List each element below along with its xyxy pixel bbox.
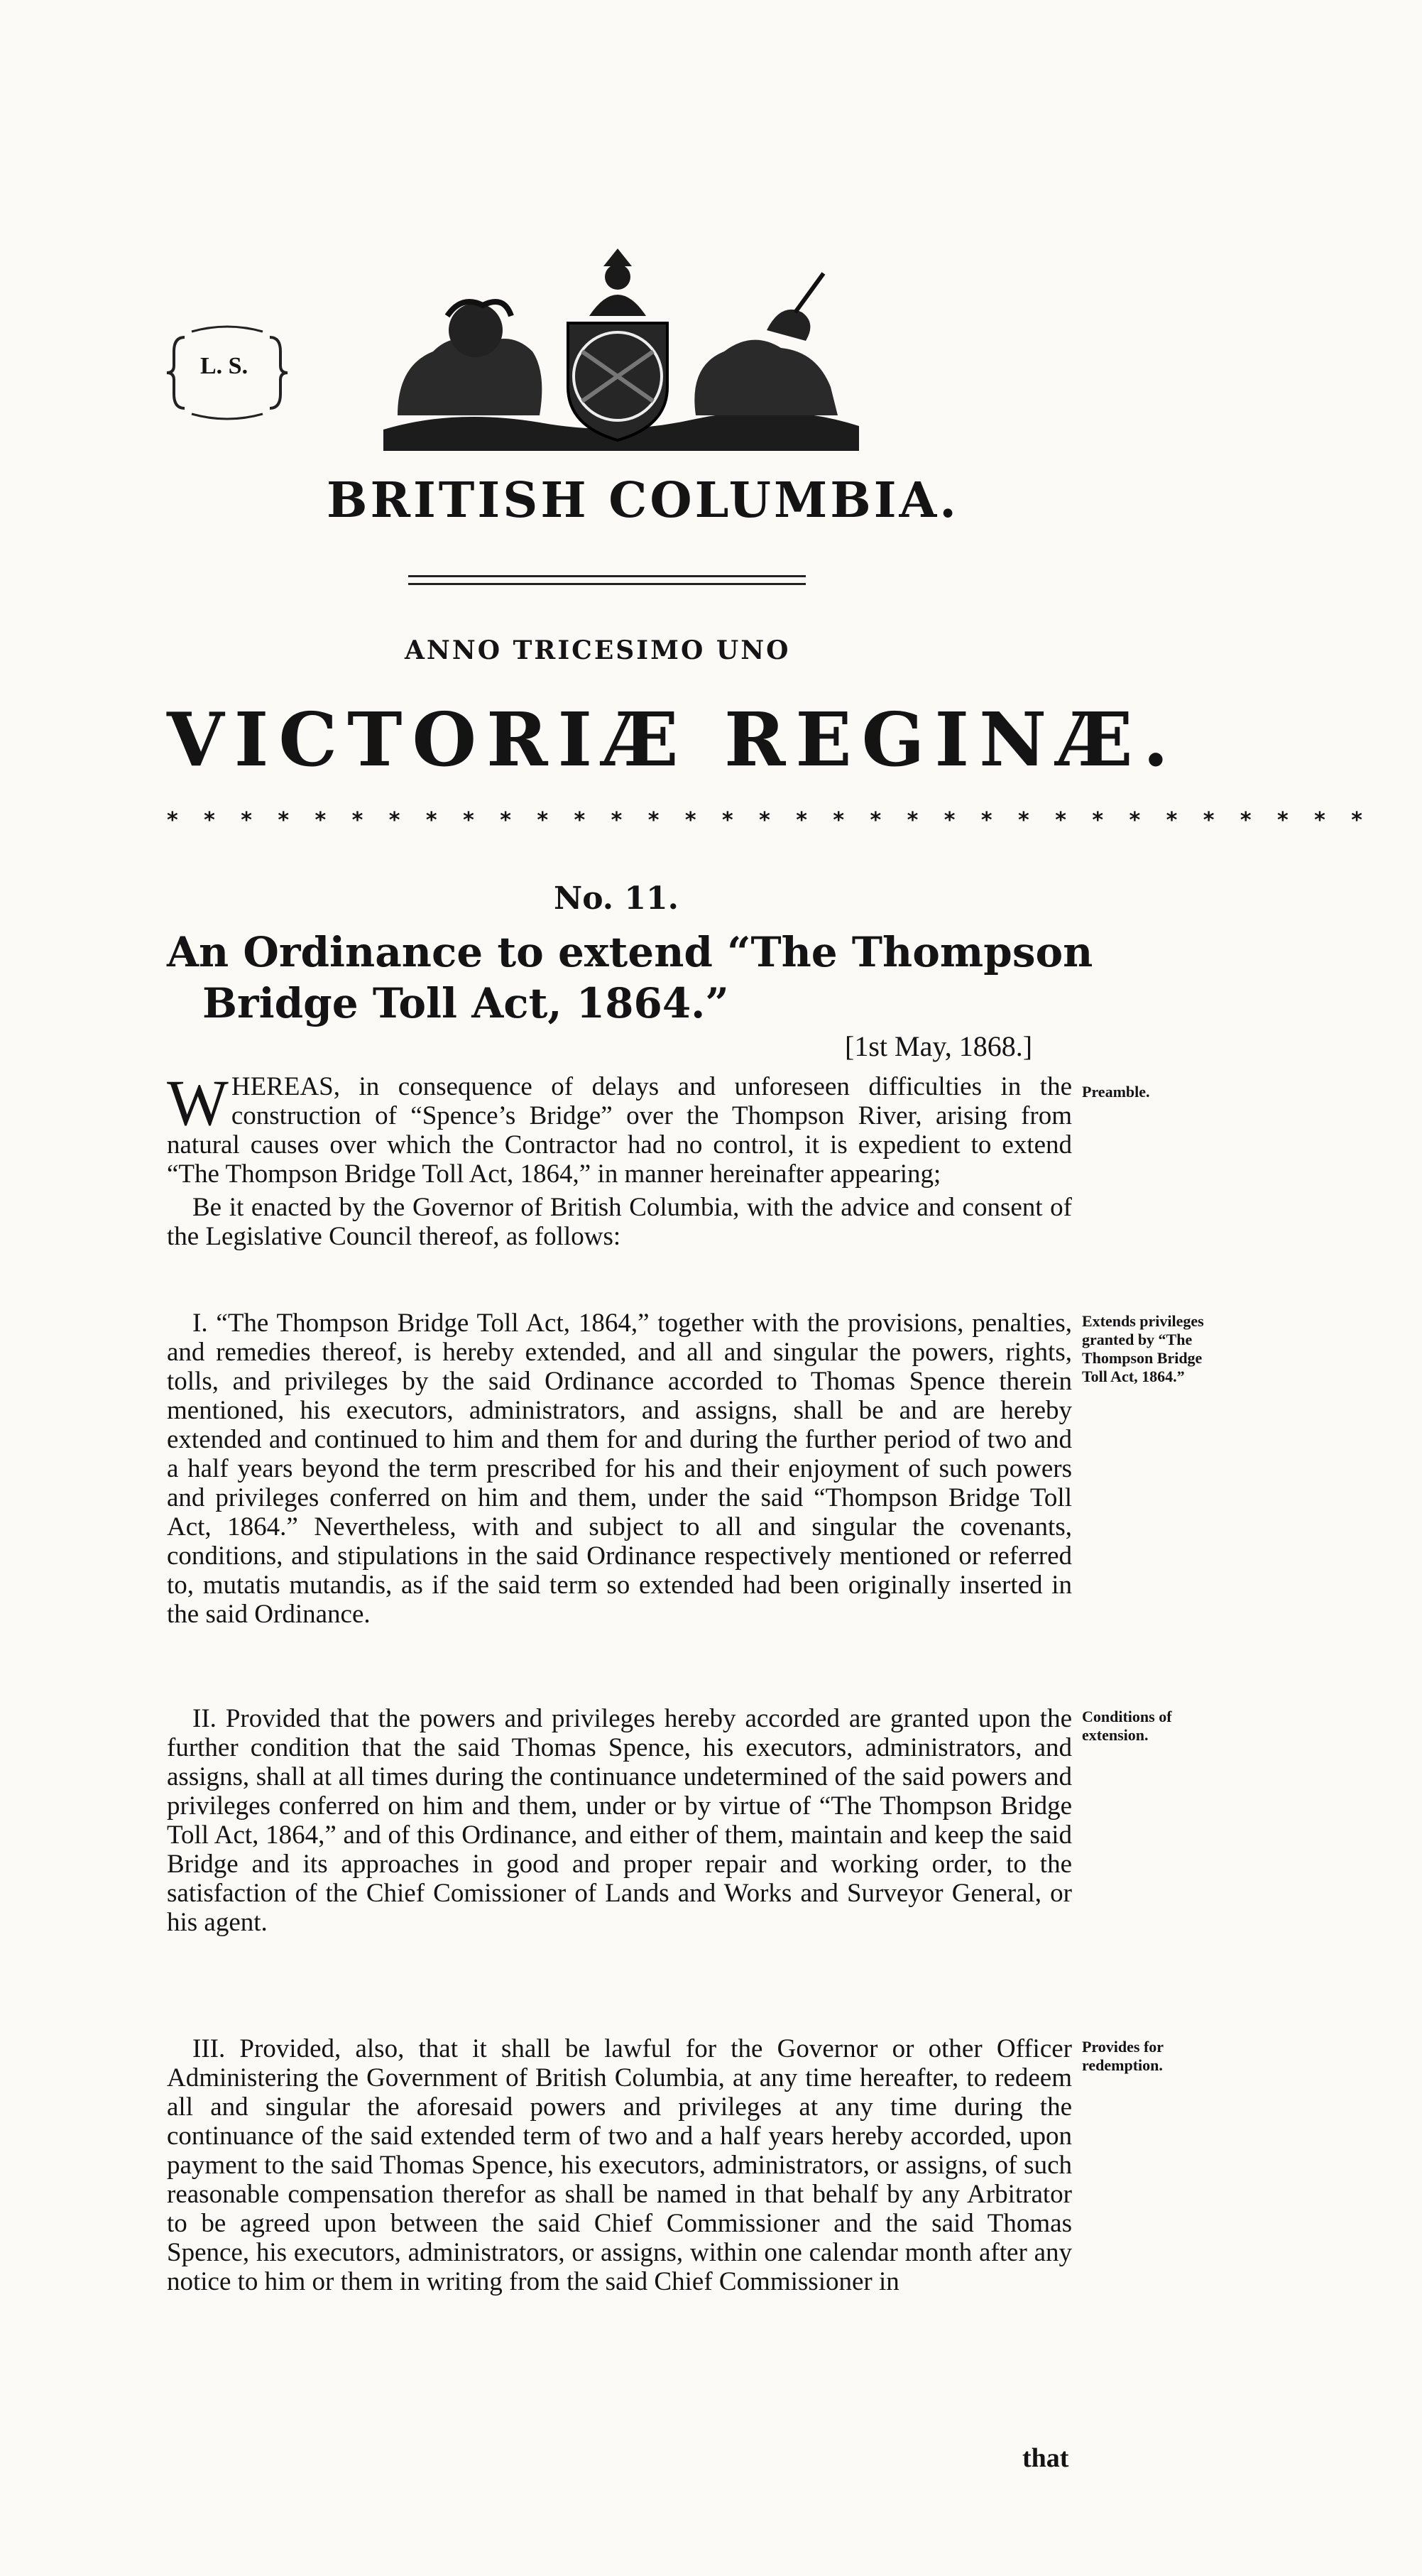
reign-heading: VICTORIÆ REGINÆ. [167, 696, 1178, 783]
ordinance-number: No. 11. [554, 880, 679, 917]
seal-ls [163, 323, 291, 422]
catchword: that [1022, 2443, 1069, 2473]
section-1 [167, 1309, 1072, 1629]
margin-note-section-1: Extends privileges granted by “The Thompson Bridge Toll Act, 1864.” [1082, 1312, 1204, 1385]
country-title: BRITISH COLUMBIA. [327, 472, 959, 529]
drop-cap: W [167, 1066, 229, 1139]
ordinance-title [167, 927, 1104, 1029]
preamble-block [167, 1066, 1072, 1251]
ordinance-title-line1: An Ordinance to extend “The Thompson [167, 928, 1093, 976]
section-1-text: I. “The Thompson Bridge Toll Act, 1864,” together with the provisions, penalties, and remedies thereof, is hereby extended, and all and singular the powers, rights, tolls, and privileges by the said Ordinance accorded to Thomas Spence therein mentioned, his executors, administrators, and assigns, shall be and are hereby extended and continued to him and them for and during the further period of two and a half years beyond the term prescribed for his and their enjoyment of such powers and privileges conferred on him and them, under the said “Thompson Bridge Toll Act, 1864.” Nevertheless, with and subject to all and singular the covenants, conditions, and stipulations in the said Ordinance respectively mentioned or referred to, mutatis mutandis, as if the said term so extended had been originally inserted in the said Ordinance. [167, 1309, 1072, 1629]
section-2-text: II. Provided that the powers and privileges hereby accorded are granted upon the further condition that the said Thomas Spence, his executors, administrators, and assigns, shall at all times during the continuance undetermined of the said powers and privileges conferred on him and them, under or by virtue of “The Thompson Bridge Toll Act, 1864,” and of this Ordinance, and either of them, maintain and keep the said Bridge and its approaches in good and proper repair and working order, to the satisfaction of the Chief Comissioner of Lands and Works and Surveyor General, or his agent. [167, 1704, 1072, 1937]
margin-note-section-3: Provides for redemption. [1082, 2038, 1164, 2074]
margin-note-preamble: Preamble. [1082, 1083, 1150, 1101]
royal-coat-of-arms-icon [369, 245, 866, 458]
regnal-year: ANNO TRICESIMO UNO [405, 635, 791, 665]
section-3 [167, 2034, 1072, 2296]
enacting-clause: Be it enacted by the Governor of British Columbia, with the advice and consent of the Legislative Council thereof, as follows: [167, 1193, 1072, 1251]
seal-text: L. S. [200, 353, 248, 379]
margin-note-section-2: Conditions of extension. [1082, 1708, 1172, 1744]
ordinance-date: [1st May, 1868.] [845, 1030, 1033, 1062]
section-2 [167, 1704, 1072, 1937]
star-divider: * * * * * * * * * * * * * * * * * * * * * * * * * * * * * * * * * [167, 808, 1372, 833]
double-rule-divider [408, 575, 806, 588]
section-3-text: III. Provided, also, that it shall be lawful for the Governor or other Officer Administering the Government of British Columbia, at any time hereafter, to redeem all and singular the aforesaid powers and privileges at any time during the continuance of the said extended term of two and a half years hereby accorded, upon payment to the said Thomas Spence, his executors, administrators, or assigns, of such reasonable compensation therefor as shall be named in that behalf by any Arbitrator to be agreed upon between the said Chief Commissioner and the said Thomas Spence, his executors, administrators, or assigns, within one calendar month after any notice to him or them in writing from the said Chief Commissioner in [167, 2034, 1072, 2296]
ordinance-title-line2: Bridge Toll Act, 1864.” [202, 979, 729, 1027]
preamble-paragraph [167, 1066, 1072, 1189]
preamble-text: HEREAS, in consequence of delays and unforeseen difficulties in the construction of “Spence’s Bridge” over the Thompson River, arising from natural causes over which the Contractor had no control, it is expedient to extend “The Thompson Bridge Toll Act, 1864,” in manner hereinafter appearing; [167, 1072, 1072, 1189]
